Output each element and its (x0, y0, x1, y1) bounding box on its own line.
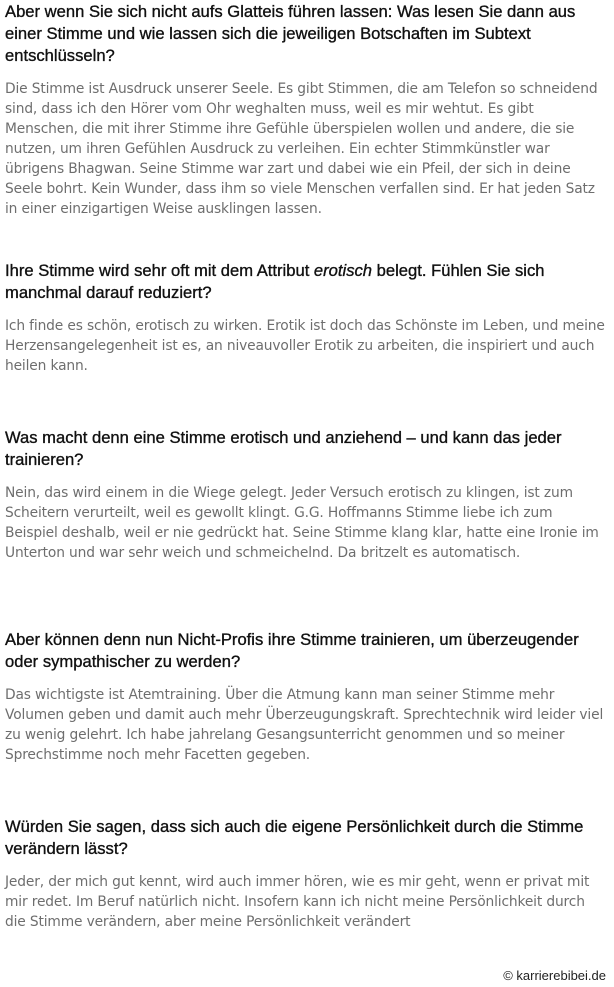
question-4: Aber können denn nun Nicht-Profis ihre Stimme trainieren, um überzeugender oder sympathischer zu werden? (5, 630, 579, 671)
question-2 (5, 260, 607, 304)
answer-3: Nein, das wird einem in die Wiege gelegt. Jeder Versuch erotisch zu klingen, ist zum Scheitern verurteilt, weil es gewollt klingt. G.G. Hoffmanns Stimme liebe ich zum Beispiel deshalb, weil er nie gedrückt hat. Seine Stimme klang klar, hatte eine Ironie im Unterton und war sehr weich und schmeichelnd. Da britzelt es automatisch. (5, 485, 599, 561)
question-3: Was macht denn eine Stimme erotisch und anziehend – und kann das jeder trainieren? (5, 428, 562, 469)
question-2-text-end: belegt. Fühlen Sie sich manchmal darauf reduziert? (5, 261, 545, 302)
interview-block-1 (5, 1, 607, 219)
answer-5: Jeder, der mich gut kennt, wird auch immer hören, wie es mir geht, wenn er privat mit mir redet. Im Beruf natürlich nicht. Insofern kann ich nicht meine Persönlichkeit durch die Stimme verändern, aber meine Persönlichkeit verändert (5, 874, 590, 930)
interview-block-4 (5, 629, 607, 765)
question-2-emphasis: erotisch (313, 261, 373, 280)
answer-2: Ich finde es schön, erotisch zu wirken. Erotik ist doch das Schönste im Leben, und meine Herzensangelegenheit ist es, an niveauvoller Erotik zu arbeiten, die inspiriert und auch heilen kann. (5, 318, 605, 374)
copyright-notice: © karrierebibei.de (503, 968, 606, 983)
answer-1: Die Stimme ist Ausdruck unserer Seele. Es gibt Stimmen, die am Telefon so schneidend sind, dass ich den Hörer vom Ohr weghalten muss, weil es mir wehtut. Es gibt Menschen, die mit ihrer Stimme ihre Gefühle überspielen wollen und andere, die sie nutzen, um ihren Gefühlen Ausdruck zu verleihen. Ein echter Stimmkünstler war übrigens Bhagwan. Seine Stimme war zart und dabei wie ein Pfeil, der sich in deine Seele bohrt. Kein Wunder, dass ihm so viele Menschen verfallen sind. Er hat jeden Satz in einer einzigartigen Weise ausklingen lassen. (5, 81, 598, 217)
interview-block-5 (5, 816, 607, 932)
interview-block-3 (5, 427, 607, 563)
answer-4: Das wichtigste ist Atemtraining. Über die Atmung kann man seiner Stimme mehr Volumen geben und damit auch mehr Überzeugungskraft. Sprechtechnik wird leider viel zu wenig gelehrt. Ich habe jahrelang Gesangsunterricht genommen und so meiner Sprechstimme noch mehr Facetten gegeben. (5, 687, 604, 763)
question-2-text-start: Ihre Stimme wird sehr oft mit dem Attribut (5, 261, 314, 280)
interview-block-2 (5, 260, 607, 376)
question-5: Würden Sie sagen, dass sich auch die eigene Persönlichkeit durch die Stimme verändern lässt? (5, 817, 584, 858)
question-1: Aber wenn Sie sich nicht aufs Glatteis führen lassen: Was lesen Sie dann aus einer Stimme und wie lassen sich die jeweiligen Botschaften im Subtext entschlüsseln? (5, 2, 576, 65)
